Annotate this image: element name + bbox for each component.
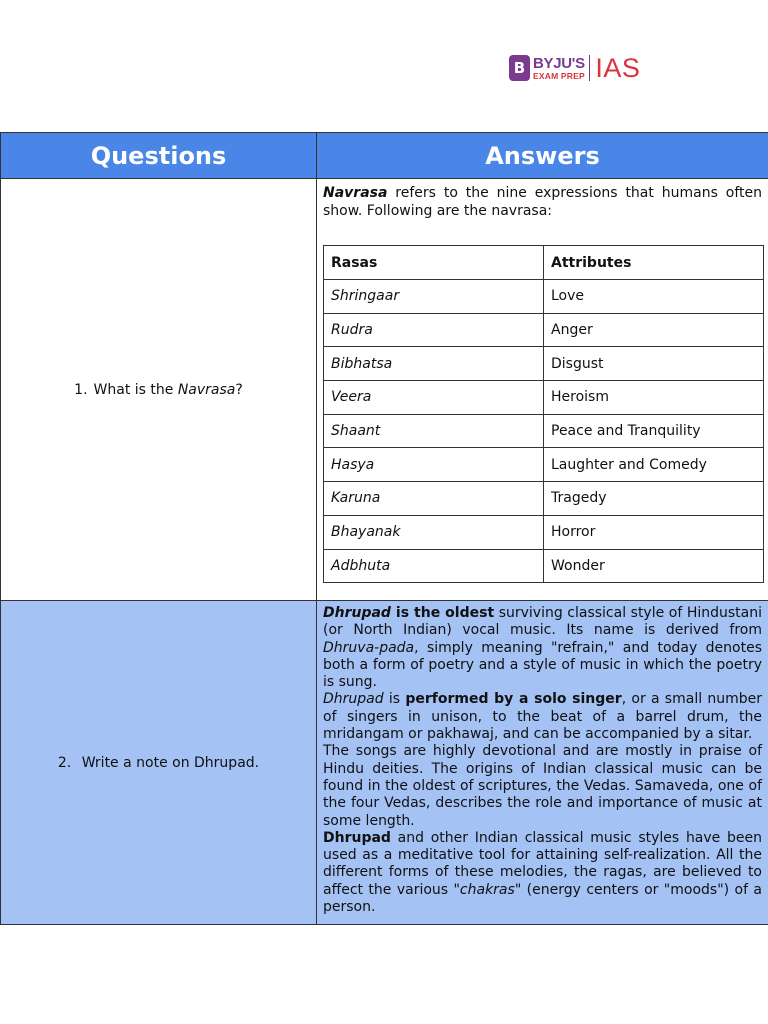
rasa-row [324, 414, 764, 448]
dhrupad-term: Dhrupad [323, 691, 384, 708]
dhrupad-paragraph-2 [323, 691, 762, 743]
rasa-name: Adbhuta [324, 549, 544, 583]
dhrupad-term: Dhrupad [323, 605, 391, 621]
dhruva-pada-term: Dhruva-pada [323, 639, 415, 656]
paragraph-text: and other Indian classical music styles have been used as a meditative tool for attaining self-realization. All the different forms of these melodies, the ragas, are believed to affect the various " [323, 829, 762, 898]
qa-row-1 [1, 179, 768, 601]
question-text: What is the [93, 381, 178, 398]
oldest-phrase: is the oldest [390, 605, 495, 621]
chakras-term: chakras [459, 881, 515, 898]
question-number: 1. [74, 381, 88, 398]
rasa-row [324, 448, 764, 482]
question-term: Navrasa [177, 381, 236, 398]
qa-table [0, 132, 768, 925]
rasa-name: Shringaar [324, 280, 544, 314]
answer-1 [317, 179, 768, 601]
paragraph-text: is [383, 691, 406, 708]
intro-term: Navrasa [323, 185, 388, 201]
rasa-attribute: Love [544, 280, 764, 314]
question-text: Write a note on Dhrupad. [81, 754, 260, 771]
rasa-name: Veera [324, 381, 544, 415]
rasa-header-row [324, 246, 764, 280]
rasas-header: Rasas [324, 246, 544, 280]
rasa-name: Shaant [324, 414, 544, 448]
byjus-ias-logo [509, 52, 640, 84]
rasa-attribute: Laughter and Comedy [544, 448, 764, 482]
rasa-name: Karuna [324, 482, 544, 516]
logo-brand-text: BYJU'S [533, 54, 585, 72]
solo-singer-phrase: performed by a solo singer [405, 691, 622, 708]
rasa-attribute: Heroism [544, 381, 764, 415]
questions-header: Questions [1, 133, 317, 179]
paragraph-text: " (energy centers or "moods") of a person. [323, 881, 762, 916]
rasa-row [324, 313, 764, 347]
byjus-logo-icon: B [509, 55, 530, 81]
dhrupad-paragraph-3: The songs are highly devotional and are mostly in praise of Hindu deities. The origins of Indian classical music can be found in the oldest of scriptures, the Vedas. Samaveda, one of the four Vedas, describes the role and importance of music at some length. [323, 743, 762, 829]
rasa-attribute: Disgust [544, 347, 764, 381]
attributes-header: Attributes [544, 246, 764, 280]
rasa-name: Bibhatsa [324, 347, 544, 381]
answer-1-intro [323, 185, 762, 220]
rasa-table [323, 245, 764, 583]
rasa-attribute: Tragedy [544, 482, 764, 516]
paragraph-text: , or a small number of singers in unison, to the beat of a barrel drum, the mridangam or pakhawaj, and can be accompanied by a sitar. [323, 691, 762, 743]
rasa-attribute: Horror [544, 515, 764, 549]
answer-2 [317, 601, 768, 925]
logo-ias-text: IAS [595, 52, 641, 83]
rasa-name: Rudra [324, 313, 544, 347]
answers-header: Answers [317, 133, 768, 179]
rasa-attribute: Peace and Tranquility [544, 414, 764, 448]
qa-row-2 [1, 601, 768, 925]
intro-text: refers to the nine expressions that humans often show. Following are the navrasa: [323, 185, 762, 219]
rasa-row [324, 280, 764, 314]
logo-wordmark [533, 56, 585, 81]
rasa-attribute: Wonder [544, 549, 764, 583]
dhrupad-term: Dhrupad [323, 829, 391, 846]
question-suffix: ? [235, 381, 243, 398]
dhrupad-paragraph-1 [323, 605, 762, 691]
logo-sub-text: EXAM PREP [533, 70, 585, 81]
question-2 [1, 601, 317, 925]
dhrupad-paragraph-4 [323, 830, 762, 916]
rasa-name: Hasya [324, 448, 544, 482]
logo-divider [589, 55, 591, 81]
rasa-row [324, 347, 764, 381]
rasa-row [324, 381, 764, 415]
qa-header-row [1, 133, 768, 179]
question-number: 2. [57, 754, 72, 771]
paragraph-text: , simply meaning "refrain," and today denotes both a form of poetry and a style of music in which the poetry is sung. [323, 639, 762, 691]
rasa-name: Bhayanak [324, 515, 544, 549]
rasa-row [324, 549, 764, 583]
rasa-attribute: Anger [544, 313, 764, 347]
paragraph-text: surviving classical style of Hindustani (or North Indian) vocal music. Its name is derived from [323, 605, 762, 639]
rasa-row [324, 482, 764, 516]
rasa-row [324, 515, 764, 549]
question-1 [1, 179, 317, 601]
